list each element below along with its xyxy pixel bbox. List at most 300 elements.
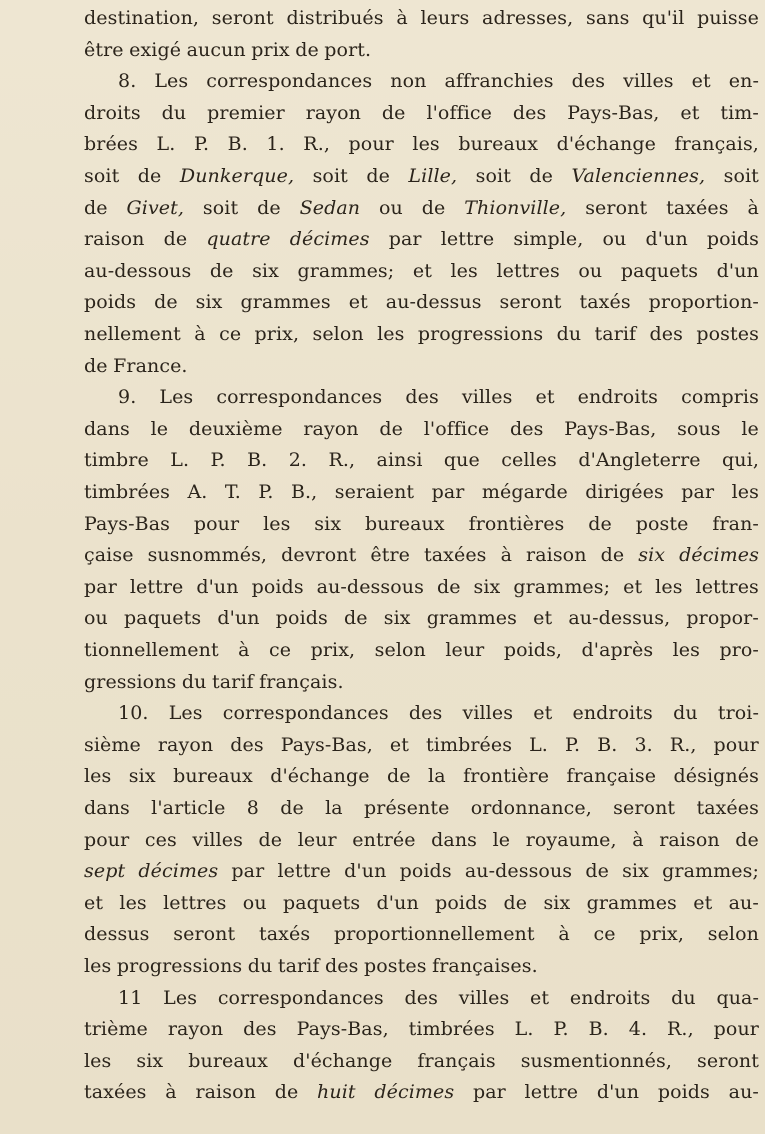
- word: six: [252, 259, 279, 282]
- word: ou: [379, 196, 403, 219]
- word: tim-: [720, 101, 759, 124]
- word: six: [314, 512, 342, 535]
- word: de: [421, 196, 446, 219]
- word: les: [731, 481, 759, 503]
- word: et: [533, 702, 553, 725]
- text-line: [84, 572, 759, 604]
- word: les: [672, 639, 700, 661]
- word: bureaux: [188, 1049, 268, 1072]
- text-line: [84, 256, 759, 288]
- word: rayon: [157, 733, 214, 756]
- text-line: [118, 66, 759, 98]
- word: lettres: [163, 891, 227, 914]
- word: les: [84, 1049, 112, 1072]
- word: par: [231, 860, 265, 883]
- word: endroits: [572, 702, 653, 725]
- word: être: [84, 38, 124, 61]
- word: six: [638, 544, 666, 567]
- word: celles: [501, 449, 557, 472]
- word: poids: [706, 228, 759, 251]
- word: ou: [84, 607, 108, 630]
- word: Pays-Bas,: [564, 417, 657, 440]
- word: port.: [324, 38, 372, 61]
- word: d'échange: [270, 765, 370, 788]
- word: d'un: [217, 607, 260, 630]
- word: décimes: [138, 860, 219, 883]
- word: 8.: [118, 70, 137, 93]
- word: des: [571, 70, 606, 93]
- word: lettre: [129, 575, 184, 598]
- word: P.: [210, 449, 226, 472]
- word: villes: [458, 986, 510, 1009]
- text-line: [84, 793, 759, 825]
- word: L.: [529, 733, 548, 756]
- word: les: [119, 891, 147, 914]
- word: A.: [187, 481, 208, 503]
- word: dessus: [84, 923, 150, 946]
- word: le: [741, 417, 759, 440]
- text-line: [84, 98, 759, 130]
- word: grammes: [426, 607, 517, 630]
- word: seraient: [334, 481, 415, 503]
- word: l'office: [423, 417, 490, 440]
- word: que: [443, 449, 480, 472]
- word: et: [348, 291, 368, 314]
- word: d'après: [581, 639, 654, 661]
- word: Sedan: [299, 196, 361, 219]
- word: prix,: [310, 639, 356, 661]
- word: Les: [168, 702, 203, 725]
- word: T.: [224, 481, 241, 503]
- word: frontières: [468, 512, 565, 535]
- text-line: [84, 667, 759, 699]
- word: à: [500, 544, 512, 567]
- word: 11: [118, 986, 143, 1009]
- word: villes: [461, 386, 513, 409]
- word: distribués: [286, 7, 384, 29]
- text-line: [84, 319, 759, 351]
- word: français.: [259, 670, 344, 693]
- word: seront: [613, 797, 676, 819]
- word: au-: [728, 1081, 759, 1104]
- word: des: [325, 955, 359, 977]
- word: à: [558, 923, 570, 946]
- word: lettre: [277, 860, 331, 883]
- word: Valenciennes,: [571, 165, 706, 187]
- word: deuxième: [188, 417, 283, 440]
- text-line: [84, 3, 759, 35]
- word: être: [370, 544, 410, 567]
- word: six: [128, 765, 156, 788]
- word: P.: [258, 481, 274, 503]
- word: des: [512, 101, 547, 124]
- word: de: [274, 1081, 299, 1104]
- word: leurs: [420, 7, 470, 29]
- word: tarif: [277, 955, 320, 977]
- text-line: [118, 698, 759, 730]
- word: de: [280, 797, 304, 819]
- word: susnommés,: [147, 544, 268, 567]
- word: et: [693, 891, 713, 914]
- word: de: [529, 165, 554, 187]
- word: çaise: [84, 544, 134, 567]
- word: de: [588, 512, 612, 535]
- word: à: [632, 828, 644, 851]
- word: les: [377, 323, 405, 345]
- word: R.,: [667, 1018, 694, 1041]
- word: de: [84, 196, 108, 219]
- word: la: [428, 765, 446, 788]
- word: paquets: [282, 891, 361, 914]
- word: grammes;: [513, 575, 611, 598]
- word: taxées: [666, 196, 729, 219]
- word: par: [388, 228, 422, 251]
- word: d'un: [645, 228, 688, 251]
- word: paquets: [124, 607, 202, 630]
- word: pour: [348, 133, 394, 156]
- word: poids: [275, 607, 328, 630]
- word: devront: [281, 544, 357, 567]
- word: P.: [564, 733, 581, 756]
- word: troi-: [717, 702, 759, 725]
- text-line: [84, 414, 759, 446]
- word: ce: [269, 639, 292, 661]
- word: taxées: [424, 544, 487, 567]
- word: Pays-Bas: [84, 512, 171, 535]
- word: ce: [219, 323, 242, 345]
- word: le: [492, 828, 511, 851]
- word: poids: [251, 575, 304, 598]
- word: Les: [163, 986, 198, 1009]
- word: royaume,: [525, 828, 617, 851]
- word: au-dessous: [316, 575, 424, 598]
- word: de: [503, 891, 528, 914]
- word: par: [84, 575, 117, 598]
- word: raison: [526, 544, 587, 567]
- word: selon: [312, 323, 364, 345]
- word: de: [366, 165, 390, 187]
- word: françaises.: [432, 955, 538, 977]
- word: B.: [227, 133, 248, 156]
- word: tarif: [212, 670, 254, 693]
- word: R.,: [328, 449, 356, 472]
- word: Pays-Bas,: [567, 101, 660, 124]
- word: d'échange: [556, 133, 656, 156]
- word: en-: [728, 70, 759, 93]
- word: prix: [251, 38, 290, 61]
- word: pour: [193, 512, 240, 535]
- word: B.,: [290, 481, 318, 503]
- word: présente: [364, 797, 450, 819]
- text-line: [84, 1077, 759, 1109]
- word: simple,: [513, 228, 584, 251]
- word: de: [343, 607, 368, 630]
- word: sept: [84, 860, 126, 883]
- word: L.: [514, 1018, 534, 1041]
- word: les: [84, 955, 112, 977]
- word: poids,: [503, 639, 563, 661]
- text-line: [84, 193, 759, 225]
- word: raison: [84, 228, 145, 251]
- word: premier: [207, 101, 285, 124]
- word: six: [195, 291, 223, 314]
- word: correspondances: [222, 702, 389, 725]
- word: Thionville,: [464, 196, 567, 219]
- word: par: [681, 481, 715, 503]
- word: France.: [113, 354, 188, 377]
- text-line: [84, 351, 759, 383]
- word: et: [680, 101, 700, 124]
- word: et: [691, 70, 711, 93]
- word: Pays-Bas,: [280, 733, 373, 756]
- word: les: [450, 259, 478, 282]
- text-line: [84, 635, 759, 667]
- word: sans: [585, 7, 630, 29]
- word: de: [585, 860, 609, 883]
- word: du: [161, 101, 187, 124]
- word: soit: [475, 165, 511, 187]
- word: de: [258, 828, 283, 851]
- word: d'un: [196, 575, 239, 598]
- word: grammes: [240, 291, 331, 314]
- word: poids: [84, 291, 137, 314]
- word: de: [735, 828, 759, 851]
- word: pour: [713, 733, 759, 756]
- word: d'un: [344, 860, 387, 883]
- word: du: [181, 670, 207, 693]
- word: poste: [635, 512, 689, 535]
- word: 1.: [266, 133, 285, 156]
- word: Lille,: [408, 165, 458, 187]
- word: de: [137, 165, 162, 187]
- text-line: [118, 983, 759, 1015]
- word: seront: [585, 196, 648, 219]
- word: huit: [317, 1081, 356, 1104]
- word: lettre: [440, 228, 495, 251]
- word: rayon: [303, 417, 359, 440]
- word: Pays-Bas,: [296, 1018, 389, 1041]
- word: gressions: [84, 670, 177, 693]
- word: et: [389, 733, 410, 756]
- text-line: [84, 730, 759, 762]
- text-line: [84, 445, 759, 477]
- word: progressions: [417, 323, 544, 345]
- word: taxés: [579, 291, 631, 314]
- word: à: [396, 7, 408, 29]
- word: et: [530, 986, 550, 1009]
- word: au-dessus: [385, 291, 482, 314]
- text-line: [84, 919, 759, 951]
- word: quatre: [206, 228, 271, 251]
- word: 8: [246, 797, 259, 819]
- word: six: [473, 575, 501, 598]
- word: d'un: [376, 891, 419, 914]
- text-line: [84, 1046, 759, 1078]
- text-line: [84, 509, 759, 541]
- word: au-dessous: [84, 259, 192, 282]
- word: français: [417, 1049, 496, 1072]
- word: au-dessous: [464, 860, 573, 883]
- text-line: [84, 856, 759, 888]
- word: taxées: [84, 1081, 147, 1104]
- word: de: [163, 228, 188, 251]
- word: les: [655, 575, 683, 598]
- word: à: [165, 1081, 177, 1104]
- word: soit: [723, 165, 759, 187]
- word: bureaux: [458, 133, 539, 156]
- word: à: [238, 639, 250, 661]
- word: et: [623, 575, 643, 598]
- text-line: [84, 477, 759, 509]
- word: fran-: [712, 512, 759, 535]
- word: proportionnellement: [333, 923, 535, 946]
- word: rayon: [167, 1018, 224, 1041]
- word: non: [390, 70, 427, 93]
- word: Dunkerque,: [179, 165, 295, 187]
- word: selon: [374, 639, 426, 661]
- text-line: [84, 1014, 759, 1046]
- word: 9.: [118, 386, 137, 409]
- word: 3.: [634, 733, 653, 756]
- word: au-dessus,: [568, 607, 671, 630]
- text-line: [84, 35, 759, 67]
- word: B.: [247, 449, 268, 472]
- word: droits: [84, 101, 141, 124]
- word: au-: [728, 891, 759, 914]
- word: de: [84, 354, 108, 377]
- word: l'article: [151, 797, 226, 819]
- word: six: [383, 607, 411, 630]
- word: nellement: [84, 323, 181, 345]
- word: d'échange: [292, 1049, 393, 1072]
- word: raison: [195, 1081, 256, 1104]
- word: soit: [312, 165, 348, 187]
- word: proportion-: [648, 291, 759, 314]
- word: de: [154, 291, 178, 314]
- word: et: [535, 386, 555, 409]
- word: des: [405, 386, 439, 409]
- word: grammes: [586, 891, 677, 914]
- word: timbre: [84, 449, 149, 472]
- word: qu'il: [642, 7, 685, 29]
- word: bureaux: [365, 512, 445, 535]
- word: puisse: [697, 7, 759, 29]
- word: pour: [713, 1018, 759, 1041]
- word: trième: [84, 1018, 148, 1041]
- word: seront: [697, 1049, 759, 1072]
- word: timbrées: [426, 733, 513, 756]
- word: tionnellement: [84, 639, 219, 661]
- word: villes: [462, 702, 514, 725]
- word: de: [600, 544, 625, 567]
- word: correspondances: [206, 70, 373, 93]
- word: décimes: [374, 1081, 455, 1104]
- word: poids: [657, 1081, 710, 1104]
- text-line: [84, 129, 759, 161]
- word: ces: [144, 828, 177, 851]
- word: brées: [84, 133, 138, 156]
- word: de: [257, 196, 281, 219]
- word: lettres: [496, 259, 560, 282]
- word: rayon: [305, 101, 362, 124]
- word: des: [510, 417, 544, 440]
- word: tarif: [594, 323, 637, 345]
- word: pour: [84, 828, 130, 851]
- word: le: [150, 417, 169, 440]
- word: des: [243, 1018, 277, 1041]
- word: seront: [173, 923, 236, 946]
- word: aucun: [186, 38, 246, 61]
- text-line: [84, 888, 759, 920]
- word: selon: [707, 923, 759, 946]
- word: endroits: [577, 386, 659, 409]
- word: R.,: [303, 133, 330, 156]
- word: six: [622, 860, 649, 883]
- word: et: [533, 607, 553, 630]
- word: compris: [681, 386, 759, 409]
- word: dans: [431, 828, 478, 851]
- word: la: [325, 797, 343, 819]
- text-line: [84, 540, 759, 572]
- word: postes: [364, 955, 427, 977]
- word: timbrées: [84, 481, 171, 503]
- word: des: [649, 323, 684, 345]
- word: qua-: [716, 986, 759, 1009]
- word: lettre: [524, 1081, 579, 1104]
- word: B.: [597, 733, 618, 756]
- word: correspondances: [216, 386, 383, 409]
- word: du: [671, 986, 696, 1009]
- word: prix,: [639, 923, 684, 946]
- word: B.: [588, 1018, 609, 1041]
- word: sième: [84, 733, 141, 756]
- word: P.: [193, 133, 210, 156]
- word: villes: [192, 828, 243, 851]
- text-line: [118, 382, 759, 414]
- word: endroits: [569, 986, 651, 1009]
- word: de: [379, 417, 403, 440]
- word: français,: [674, 133, 759, 156]
- word: 4.: [628, 1018, 648, 1041]
- word: taxés: [259, 923, 311, 946]
- text-line: [84, 161, 759, 193]
- word: timbrées: [408, 1018, 495, 1041]
- word: soit: [202, 196, 239, 219]
- word: désignés: [673, 765, 759, 788]
- word: du: [673, 702, 698, 725]
- word: de: [209, 259, 234, 282]
- word: bureaux: [173, 765, 253, 788]
- word: seront: [211, 7, 274, 29]
- word: R.,: [669, 733, 697, 756]
- word: six: [543, 891, 571, 914]
- word: des: [408, 702, 443, 725]
- word: du: [247, 955, 273, 977]
- word: lettres: [695, 575, 759, 598]
- word: qui,: [722, 449, 759, 472]
- word: raison: [659, 828, 720, 851]
- word: les: [84, 765, 112, 788]
- word: l'office: [426, 101, 493, 124]
- word: française: [566, 765, 657, 788]
- word: entrée: [352, 828, 416, 851]
- word: sous: [677, 417, 721, 440]
- word: poids: [399, 860, 452, 883]
- word: grammes;: [297, 259, 395, 282]
- word: susmentionnés,: [520, 1049, 672, 1072]
- word: poids: [435, 891, 488, 914]
- word: à: [747, 196, 759, 219]
